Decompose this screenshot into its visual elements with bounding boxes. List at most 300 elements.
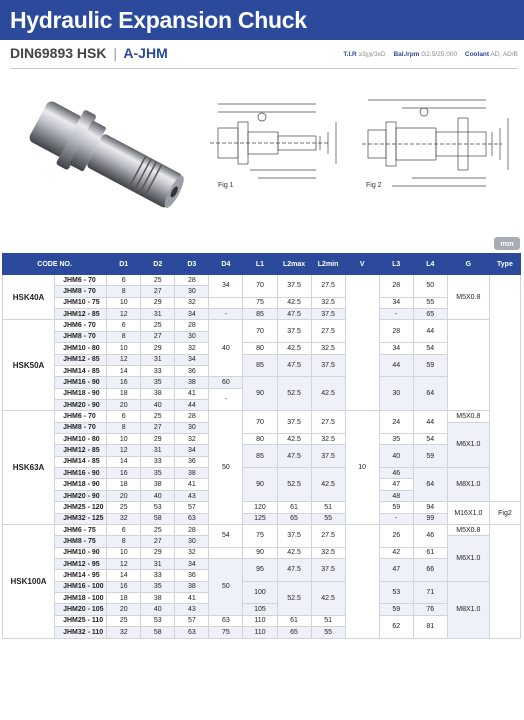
table-cell: 26 — [379, 524, 413, 547]
model-code: JHM6 - 70 — [55, 320, 107, 331]
table-cell: Fig2 — [489, 502, 520, 525]
table-row — [3, 343, 521, 354]
table-cell: 27 — [141, 331, 175, 342]
table-cell: 32 — [107, 627, 141, 638]
standard-name: DIN69893 HSK — [10, 45, 107, 61]
table-cell: 52.5 — [277, 468, 311, 502]
table-cell: 85 — [243, 354, 277, 377]
table-cell: 57 — [175, 502, 209, 513]
table-row — [3, 524, 521, 535]
table-cell: 36 — [175, 456, 209, 467]
table-cell: 44 — [413, 320, 447, 343]
table-cell: 71 — [413, 581, 447, 604]
model-code: JHM8 - 75 — [55, 536, 107, 547]
table-cell: 110 — [243, 627, 277, 638]
table-cell: 46 — [413, 524, 447, 547]
table-cell: 41 — [175, 388, 209, 399]
model-code: JHM10 - 75 — [55, 297, 107, 308]
table-cell: 81 — [413, 615, 447, 638]
table-cell: 10 — [107, 434, 141, 445]
table-cell: 65 — [277, 513, 311, 524]
table-cell: 36 — [175, 365, 209, 376]
unit-badge: mm — [494, 237, 520, 250]
table-cell: 32 — [175, 343, 209, 354]
model-code: JHM12 - 85 — [55, 354, 107, 365]
table-cell: 29 — [141, 434, 175, 445]
table-cell: 64 — [413, 377, 447, 411]
table-cell: 40 — [141, 604, 175, 615]
table-cell: 30 — [175, 422, 209, 433]
table-cell: 44 — [413, 411, 447, 434]
table-cell: 55 — [413, 297, 447, 308]
model-code: JHM12 - 85 — [55, 309, 107, 320]
balance-label: Bal./rpm — [393, 51, 420, 58]
table-cell: 58 — [141, 627, 175, 638]
table-row — [3, 502, 521, 513]
tir-label: T.I.R — [343, 51, 357, 58]
table-cell: 41 — [175, 479, 209, 490]
table-cell: 95 — [243, 558, 277, 581]
model-code: JHM32 - 125 — [55, 513, 107, 524]
table-cell: 47 — [379, 479, 413, 490]
table-cell: 37.5 — [277, 524, 311, 547]
model-name: A-JHM — [123, 45, 168, 61]
table-cell: - — [379, 513, 413, 524]
table-cell: 14 — [107, 570, 141, 581]
table-cell: 70 — [243, 275, 277, 298]
table-cell: 63 — [175, 627, 209, 638]
table-cell: 12 — [107, 558, 141, 569]
table-cell: 85 — [243, 445, 277, 468]
model-code: JHM18 - 90 — [55, 479, 107, 490]
table-cell: 63 — [209, 615, 243, 626]
standard-line — [10, 45, 168, 61]
tir-value: ≥3㎛/3xD — [358, 51, 386, 58]
table-cell: 10 — [107, 547, 141, 558]
table-cell: 8 — [107, 422, 141, 433]
table-cell: M5X0.8 — [447, 411, 489, 422]
table-cell: 90 — [243, 547, 277, 558]
table-cell: M16X1.0 — [447, 502, 489, 525]
model-code: JHM20 - 90 — [55, 399, 107, 410]
table-cell: 34 — [379, 297, 413, 308]
table-cell: 32 — [175, 297, 209, 308]
table-cell: 42.5 — [311, 468, 345, 502]
table-cell — [489, 524, 520, 638]
col-header: G — [447, 254, 489, 275]
spec-summary — [343, 49, 518, 58]
subheader — [0, 44, 524, 66]
table-cell: 25 — [141, 524, 175, 535]
table-cell: 27.5 — [311, 524, 345, 547]
table-cell: - — [209, 309, 243, 320]
figure-2-drawing — [362, 90, 520, 195]
table-cell: 35 — [141, 468, 175, 479]
table-cell — [489, 275, 520, 502]
table-cell: 27.5 — [311, 275, 345, 298]
table-cell: 32 — [175, 547, 209, 558]
table-cell: 44 — [379, 354, 413, 377]
model-code: JHM10 - 80 — [55, 343, 107, 354]
table-cell: 53 — [141, 615, 175, 626]
table-row — [3, 320, 521, 331]
table-cell: 32.5 — [311, 297, 345, 308]
table-cell — [345, 524, 379, 638]
table-cell: 28 — [175, 320, 209, 331]
table-cell: 28 — [175, 411, 209, 422]
table-cell: 47.5 — [277, 309, 311, 320]
table-cell: 27 — [141, 536, 175, 547]
model-code: JHM12 - 85 — [55, 445, 107, 456]
table-cell: 18 — [107, 479, 141, 490]
table-cell: 31 — [141, 558, 175, 569]
model-code: JHM25 - 120 — [55, 502, 107, 513]
table-cell: 54 — [413, 434, 447, 445]
model-code: JHM6 - 75 — [55, 524, 107, 535]
table-cell: 38 — [141, 479, 175, 490]
model-code: JHM20 - 105 — [55, 604, 107, 615]
table-cell: 27 — [141, 422, 175, 433]
table-cell: 32 — [107, 513, 141, 524]
table-cell: 36 — [175, 570, 209, 581]
model-code: JHM8 - 70 — [55, 331, 107, 342]
table-cell: 38 — [141, 593, 175, 604]
table-cell: 50 — [413, 275, 447, 298]
table-cell: 25 — [141, 411, 175, 422]
separator: | — [113, 45, 118, 61]
col-header: L2min — [311, 254, 345, 275]
table-row — [3, 513, 521, 524]
table-cell: 59 — [413, 445, 447, 468]
table-cell: 14 — [107, 365, 141, 376]
table-cell: 25 — [107, 615, 141, 626]
table-cell: 6 — [107, 411, 141, 422]
table-cell: 120 — [243, 502, 277, 513]
table-row — [3, 297, 521, 308]
table-cell: 14 — [107, 456, 141, 467]
table-row — [3, 354, 521, 365]
figure-1-drawing — [210, 90, 360, 190]
table-cell: 51 — [311, 615, 345, 626]
table-cell: M8X1.0 — [447, 581, 489, 638]
table-cell: 32 — [175, 434, 209, 445]
table-cell: 59 — [413, 354, 447, 377]
table-row — [3, 377, 521, 388]
table-cell: 37.5 — [277, 411, 311, 434]
table-cell: 35 — [379, 434, 413, 445]
table-cell: 52.5 — [277, 377, 311, 411]
table-cell: 32.5 — [311, 547, 345, 558]
table-cell: 46 — [379, 468, 413, 479]
table-cell: 61 — [277, 502, 311, 513]
table-cell: 42.5 — [277, 343, 311, 354]
table-cell: 6 — [107, 320, 141, 331]
table-cell: 42 — [379, 547, 413, 558]
table-cell: 31 — [141, 354, 175, 365]
table-cell: 24 — [379, 411, 413, 434]
table-body — [3, 275, 521, 639]
table-cell: 75 — [243, 524, 277, 547]
table-cell: 65 — [413, 309, 447, 320]
table-row — [3, 615, 521, 626]
table-cell: 70 — [243, 411, 277, 434]
table-cell: M6X1.0 — [447, 422, 489, 467]
table-cell: 63 — [175, 513, 209, 524]
table-cell: 90 — [243, 377, 277, 411]
table-row — [3, 581, 521, 592]
table-cell: 30 — [175, 536, 209, 547]
table-cell: 65 — [277, 627, 311, 638]
holder-group: HSK40A — [3, 275, 55, 320]
table-cell: 61 — [413, 547, 447, 558]
table-cell: 100 — [243, 581, 277, 604]
table-cell: 40 — [141, 490, 175, 501]
table-cell: M6X1.0 — [447, 536, 489, 581]
table-cell: 43 — [175, 604, 209, 615]
table-cell: 42.5 — [311, 377, 345, 411]
table-cell: 34 — [379, 343, 413, 354]
table-cell: 32.5 — [311, 343, 345, 354]
table-row — [3, 604, 521, 615]
table-cell: 27.5 — [311, 411, 345, 434]
table-cell: 6 — [107, 275, 141, 286]
table-cell: 58 — [141, 513, 175, 524]
model-code: JHM16 - 90 — [55, 377, 107, 388]
table-cell: 54 — [209, 524, 243, 547]
model-code: JHM14 - 95 — [55, 570, 107, 581]
table-cell: M8X1.0 — [447, 468, 489, 502]
table-cell: 37.5 — [277, 275, 311, 298]
table-cell: 37.5 — [311, 354, 345, 377]
model-code: JHM6 - 70 — [55, 275, 107, 286]
table-cell: 70 — [243, 320, 277, 343]
table-cell: 25 — [141, 275, 175, 286]
table-cell: 6 — [107, 524, 141, 535]
table-cell: 57 — [175, 615, 209, 626]
table-cell: 18 — [107, 388, 141, 399]
spec-table — [2, 253, 521, 639]
table-cell: 47.5 — [277, 558, 311, 581]
table-cell: 18 — [107, 593, 141, 604]
model-code: JHM10 - 90 — [55, 547, 107, 558]
table-cell: 42.5 — [277, 434, 311, 445]
table-cell: 61 — [277, 615, 311, 626]
table-cell: 37.5 — [311, 558, 345, 581]
table-cell: 12 — [107, 309, 141, 320]
table-cell: 40 — [141, 399, 175, 410]
table-cell: 110 — [243, 615, 277, 626]
model-code: JHM18 - 100 — [55, 593, 107, 604]
col-header: D4 — [209, 254, 243, 275]
table-cell: 80 — [243, 343, 277, 354]
col-header: L3 — [379, 254, 413, 275]
table-cell: - — [379, 309, 413, 320]
table-cell: 33 — [141, 570, 175, 581]
table-row — [3, 558, 521, 569]
col-header: L1 — [243, 254, 277, 275]
table-cell: 27 — [141, 286, 175, 297]
table-cell: 44 — [175, 399, 209, 410]
table-cell: 52.5 — [277, 581, 311, 615]
table-cell: 54 — [413, 343, 447, 354]
table-cell: 47 — [379, 558, 413, 581]
table-cell: 8 — [107, 286, 141, 297]
table-cell: 41 — [175, 593, 209, 604]
table-cell — [345, 275, 379, 411]
table-cell: 31 — [141, 445, 175, 456]
table-cell: 28 — [175, 275, 209, 286]
model-code: JHM14 - 85 — [55, 456, 107, 467]
table-cell: 37.5 — [311, 445, 345, 468]
col-header: L2max — [277, 254, 311, 275]
balance-value: G2.5/25,000 — [421, 51, 458, 58]
table-cell: 105 — [243, 604, 277, 615]
table-cell: 12 — [107, 445, 141, 456]
table-cell: 32.5 — [311, 434, 345, 445]
holder-group: HSK50A — [3, 320, 55, 411]
table-cell — [209, 297, 243, 308]
model-code: JHM8 - 70 — [55, 422, 107, 433]
model-code: JHM8 - 70 — [55, 286, 107, 297]
table-row — [3, 445, 521, 456]
table-cell: 34 — [175, 309, 209, 320]
table-cell: 85 — [243, 309, 277, 320]
table-cell: M5X0.8 — [447, 275, 489, 320]
table-cell: 25 — [141, 320, 175, 331]
table-cell: 50 — [209, 558, 243, 615]
page-title: Hydraulic Expansion Chuck — [10, 7, 307, 33]
table-cell: 27.5 — [311, 320, 345, 343]
table-cell: 28 — [379, 320, 413, 343]
table-cell: 66 — [413, 558, 447, 581]
model-code: JHM16 - 100 — [55, 581, 107, 592]
table-cell: 30 — [175, 286, 209, 297]
title-bar — [0, 0, 524, 40]
table-cell: 25 — [107, 502, 141, 513]
model-code: JHM18 - 90 — [55, 388, 107, 399]
table-cell: 64 — [413, 468, 447, 502]
table-cell: 37.5 — [277, 320, 311, 343]
col-header: Type — [489, 254, 520, 275]
table-cell: 8 — [107, 331, 141, 342]
table-cell: 10 — [345, 411, 379, 525]
table-cell: 35 — [141, 377, 175, 388]
model-code: JHM6 - 70 — [55, 411, 107, 422]
table-cell: 8 — [107, 536, 141, 547]
table-cell: 30 — [175, 331, 209, 342]
table-cell: 48 — [379, 490, 413, 501]
table-cell: 20 — [107, 604, 141, 615]
divider — [10, 68, 518, 69]
table-cell: - — [209, 388, 243, 411]
table-cell: 16 — [107, 468, 141, 479]
col-header: D3 — [175, 254, 209, 275]
model-code: JHM20 - 90 — [55, 490, 107, 501]
table-cell: 28 — [175, 524, 209, 535]
product-photo — [10, 82, 200, 227]
table-cell: 80 — [243, 434, 277, 445]
holder-group: HSK100A — [3, 524, 55, 638]
table-header-row — [3, 254, 521, 275]
col-header: CODE NO. — [3, 254, 107, 275]
col-header: L4 — [413, 254, 447, 275]
col-header: D1 — [107, 254, 141, 275]
table-cell: 38 — [175, 377, 209, 388]
table-cell: 59 — [379, 502, 413, 513]
table-cell: 62 — [379, 615, 413, 638]
table-row — [3, 309, 521, 320]
table-cell: 75 — [209, 627, 243, 638]
table-cell: M5X0.8 — [447, 524, 489, 535]
table-cell: 55 — [311, 513, 345, 524]
table-cell: 31 — [141, 309, 175, 320]
col-header: D2 — [141, 254, 175, 275]
table-cell: 35 — [141, 581, 175, 592]
model-code: JHM32 - 110 — [55, 627, 107, 638]
table-cell: 33 — [141, 365, 175, 376]
table-cell: 20 — [107, 399, 141, 410]
model-code: JHM25 - 110 — [55, 615, 107, 626]
holder-group: HSK63A — [3, 411, 55, 525]
table-cell: 53 — [141, 502, 175, 513]
table-cell: 53 — [379, 581, 413, 604]
model-code: JHM12 - 95 — [55, 558, 107, 569]
table-cell: 29 — [141, 343, 175, 354]
table-row — [3, 434, 521, 445]
table-cell: 99 — [413, 513, 447, 524]
figure-1-label: Fig 1 — [218, 182, 234, 189]
table-cell: 55 — [311, 627, 345, 638]
table-cell — [447, 320, 489, 411]
table-cell: 38 — [141, 388, 175, 399]
table-row — [3, 468, 521, 479]
table-cell: 76 — [413, 604, 447, 615]
table-cell: 40 — [379, 445, 413, 468]
table-cell: 20 — [107, 490, 141, 501]
table-cell: 12 — [107, 354, 141, 365]
table-cell: 30 — [379, 377, 413, 411]
model-code: JHM14 - 85 — [55, 365, 107, 376]
table-cell: 37.5 — [311, 309, 345, 320]
table-cell: 42.5 — [277, 297, 311, 308]
table-cell: 34 — [175, 558, 209, 569]
table-cell: 38 — [175, 468, 209, 479]
table-cell: 125 — [243, 513, 277, 524]
table-cell: 51 — [311, 502, 345, 513]
model-code: JHM16 - 90 — [55, 468, 107, 479]
table-row — [3, 547, 521, 558]
table-cell: 47.5 — [277, 354, 311, 377]
figure-2-label: Fig 2 — [366, 182, 382, 189]
table-cell: 59 — [379, 604, 413, 615]
table-cell: 10 — [107, 343, 141, 354]
table-cell: 60 — [209, 377, 243, 388]
table-row — [3, 411, 521, 422]
table-cell: 16 — [107, 377, 141, 388]
model-code: JHM10 - 80 — [55, 434, 107, 445]
table-row — [3, 275, 521, 286]
table-cell: 34 — [175, 445, 209, 456]
table-cell: 40 — [209, 320, 243, 377]
table-cell: 75 — [243, 297, 277, 308]
table-cell: 50 — [209, 411, 243, 525]
table-cell: 34 — [209, 275, 243, 298]
table-cell: 16 — [107, 581, 141, 592]
table-cell: 33 — [141, 456, 175, 467]
table-cell: 28 — [379, 275, 413, 298]
table-cell: 43 — [175, 490, 209, 501]
table-cell: 10 — [107, 297, 141, 308]
